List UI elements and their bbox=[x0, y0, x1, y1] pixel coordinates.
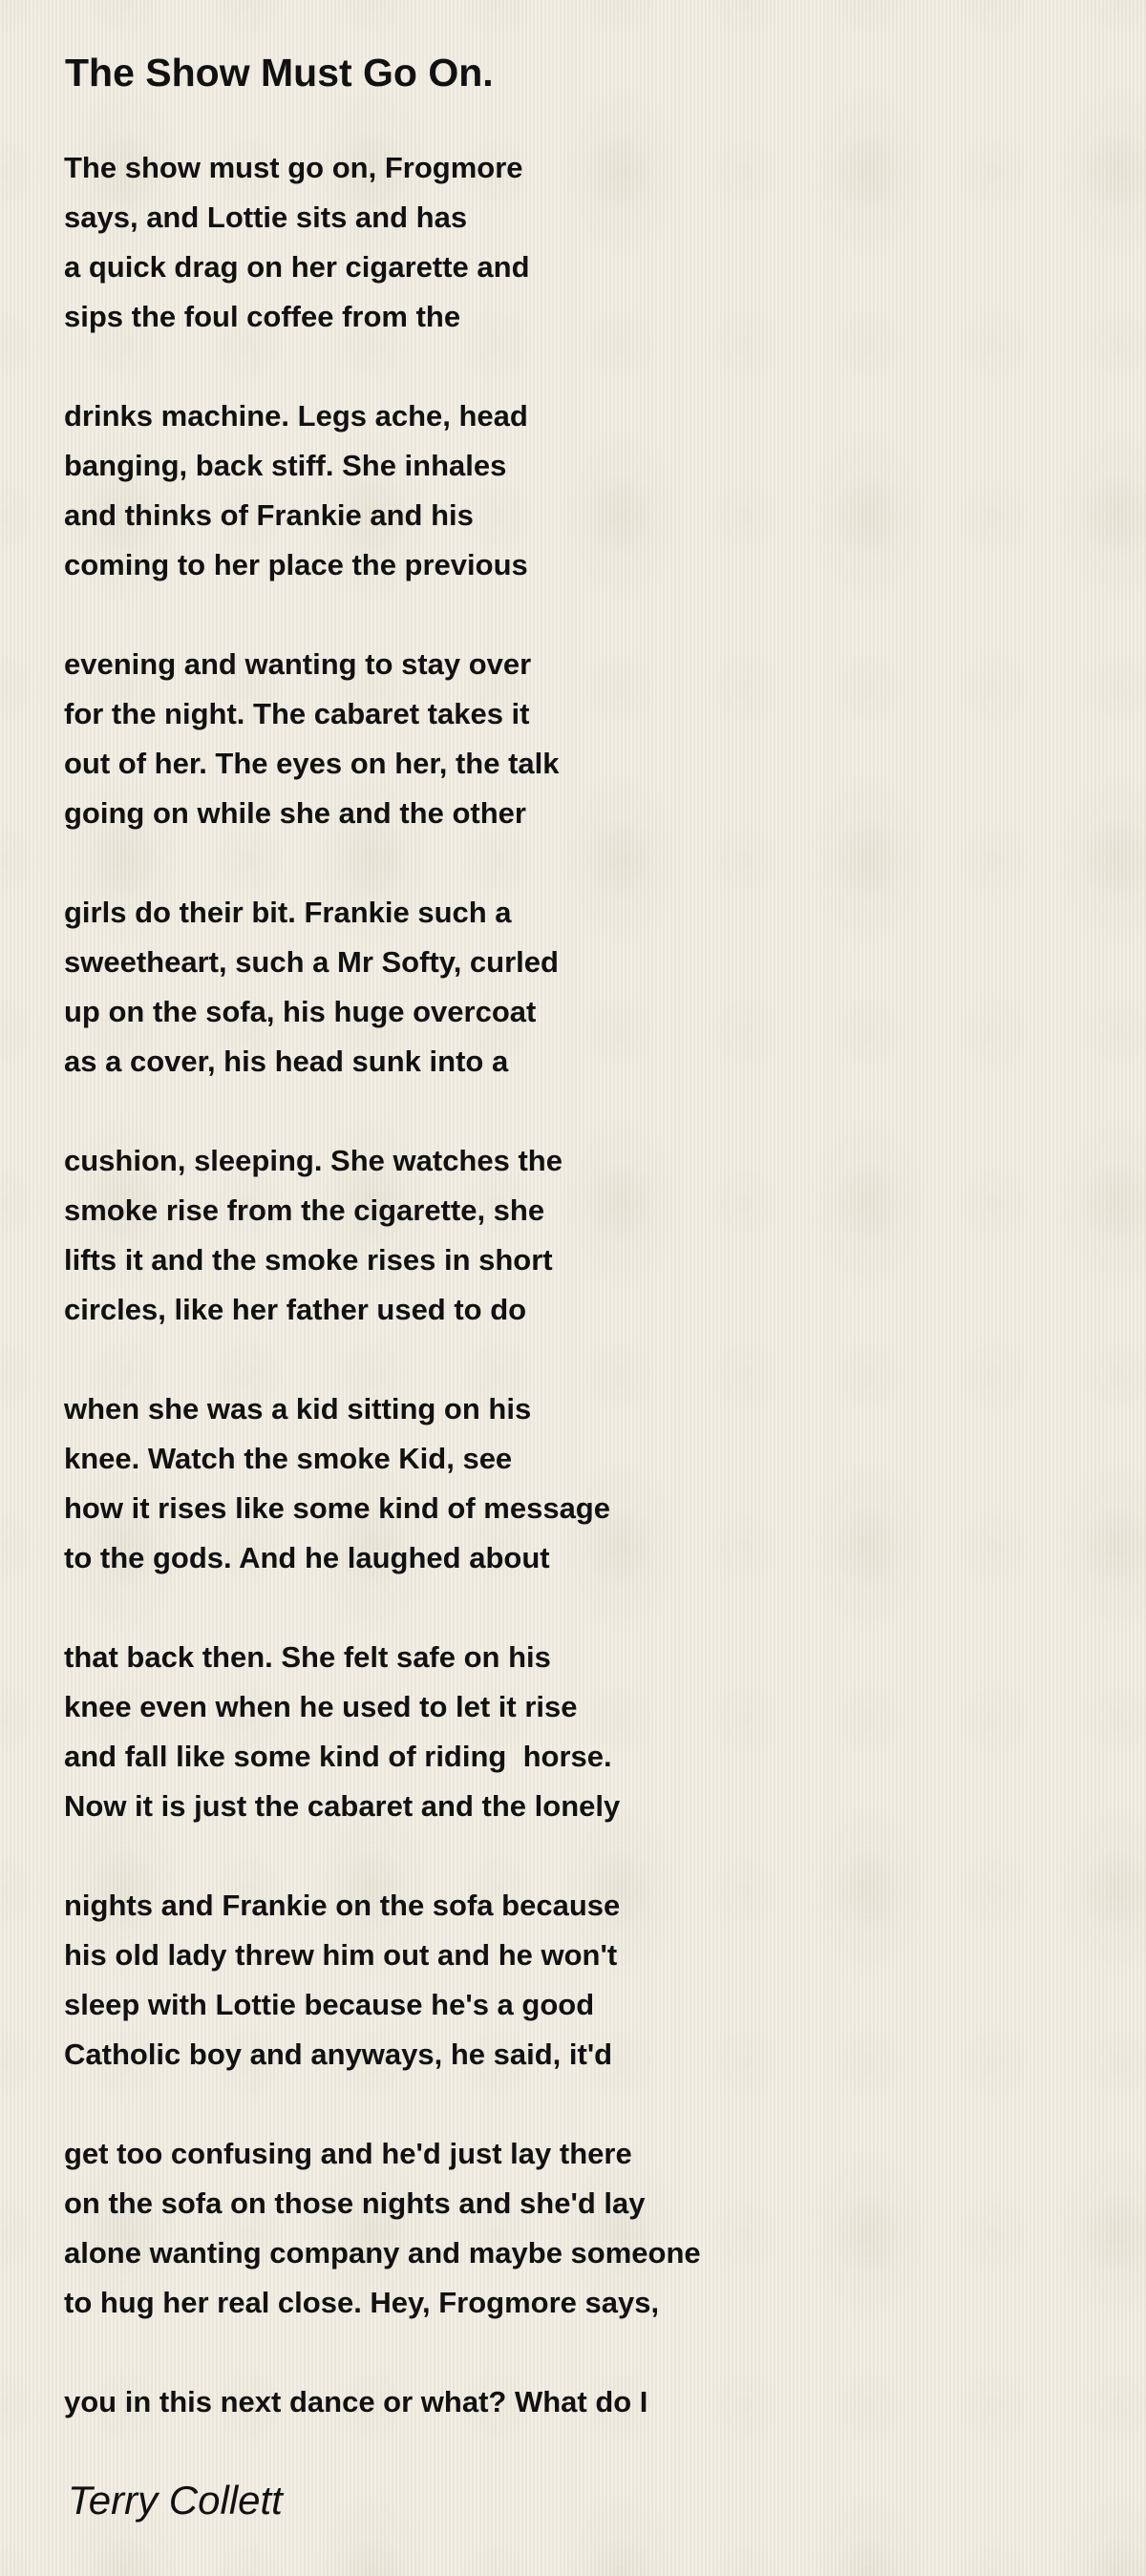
poem-line: sweetheart, such a Mr Softy, curled bbox=[64, 945, 559, 979]
poem-line: nights and Frankie on the sofa because bbox=[64, 1889, 621, 1922]
poem-line: girls do their bit. Frankie such a bbox=[64, 896, 512, 929]
poem-body bbox=[64, 143, 1076, 2477]
poem-line: says, and Lottie sits and has bbox=[64, 201, 468, 234]
stanza bbox=[64, 1881, 1076, 2080]
poem-line: up on the sofa, his huge overcoat bbox=[64, 995, 537, 1028]
poem-line: knee. Watch the smoke Kid, see bbox=[64, 1442, 513, 1475]
stanza bbox=[64, 640, 1076, 838]
poem-line: sips the foul coffee from the bbox=[64, 300, 461, 333]
poem-line: his old lady threw him out and he won't bbox=[64, 1938, 618, 1972]
poem-line: lifts it and the smoke rises in short bbox=[64, 1243, 553, 1277]
stanza bbox=[64, 143, 1076, 342]
poem-line: on the sofa on those nights and she'd lay bbox=[64, 2186, 646, 2220]
stanza bbox=[64, 1384, 1076, 1583]
poem-line: out of her. The eyes on her, the talk bbox=[64, 747, 560, 780]
poem-line: you in this next dance or what? What do I bbox=[64, 2385, 648, 2418]
poem-line: a quick drag on her cigarette and bbox=[64, 250, 530, 284]
poem-title: The Show Must Go On. bbox=[65, 51, 494, 95]
poem-line: evening and wanting to stay over bbox=[64, 647, 532, 681]
poem-line: and fall like some kind of riding horse. bbox=[64, 1740, 612, 1773]
poem-line: smoke rise from the cigarette, she bbox=[64, 1193, 545, 1227]
stanza bbox=[64, 2129, 1076, 2328]
stanza bbox=[64, 888, 1076, 1087]
stanza bbox=[64, 1136, 1076, 1335]
poem-line: circles, like her father used to do bbox=[64, 1293, 527, 1326]
poem-line: drinks machine. Legs ache, head bbox=[64, 399, 528, 433]
stanza bbox=[64, 2377, 1076, 2427]
poem-line: when she was a kid sitting on his bbox=[64, 1392, 532, 1425]
poem-line: and thinks of Frankie and his bbox=[64, 498, 474, 532]
poem-line: going on while she and the other bbox=[64, 796, 526, 830]
poem-line: for the night. The cabaret takes it bbox=[64, 697, 530, 730]
poem-line: sleep with Lottie because he's a good bbox=[64, 1988, 595, 2021]
poem-line: to the gods. And he laughed about bbox=[64, 1541, 550, 1574]
poem-line: how it rises like some kind of message bbox=[64, 1491, 610, 1525]
poem-line: banging, back stiff. She inhales bbox=[64, 449, 507, 482]
poem-line: as a cover, his head sunk into a bbox=[64, 1045, 509, 1078]
poem-line: get too confusing and he'd just lay there bbox=[64, 2137, 632, 2170]
stanza bbox=[64, 391, 1076, 590]
poem-line: knee even when he used to let it rise bbox=[64, 1690, 578, 1723]
poem-line: cushion, sleeping. She watches the bbox=[64, 1144, 562, 1177]
poem-line: Now it is just the cabaret and the lonely bbox=[64, 1789, 621, 1823]
poem-line: The show must go on, Frogmore bbox=[64, 151, 523, 184]
poem-line: coming to her place the previous bbox=[64, 548, 528, 581]
poem-line: that back then. She felt safe on his bbox=[64, 1640, 551, 1674]
stanza bbox=[64, 1633, 1076, 1831]
poem-line: Catholic boy and anyways, he said, it'd bbox=[64, 2038, 613, 2071]
poem-line: to hug her real close. Hey, Frogmore says, bbox=[64, 2286, 660, 2319]
poem-author: Terry Collett bbox=[68, 2478, 283, 2523]
poem-line: alone wanting company and maybe someone bbox=[64, 2236, 701, 2270]
